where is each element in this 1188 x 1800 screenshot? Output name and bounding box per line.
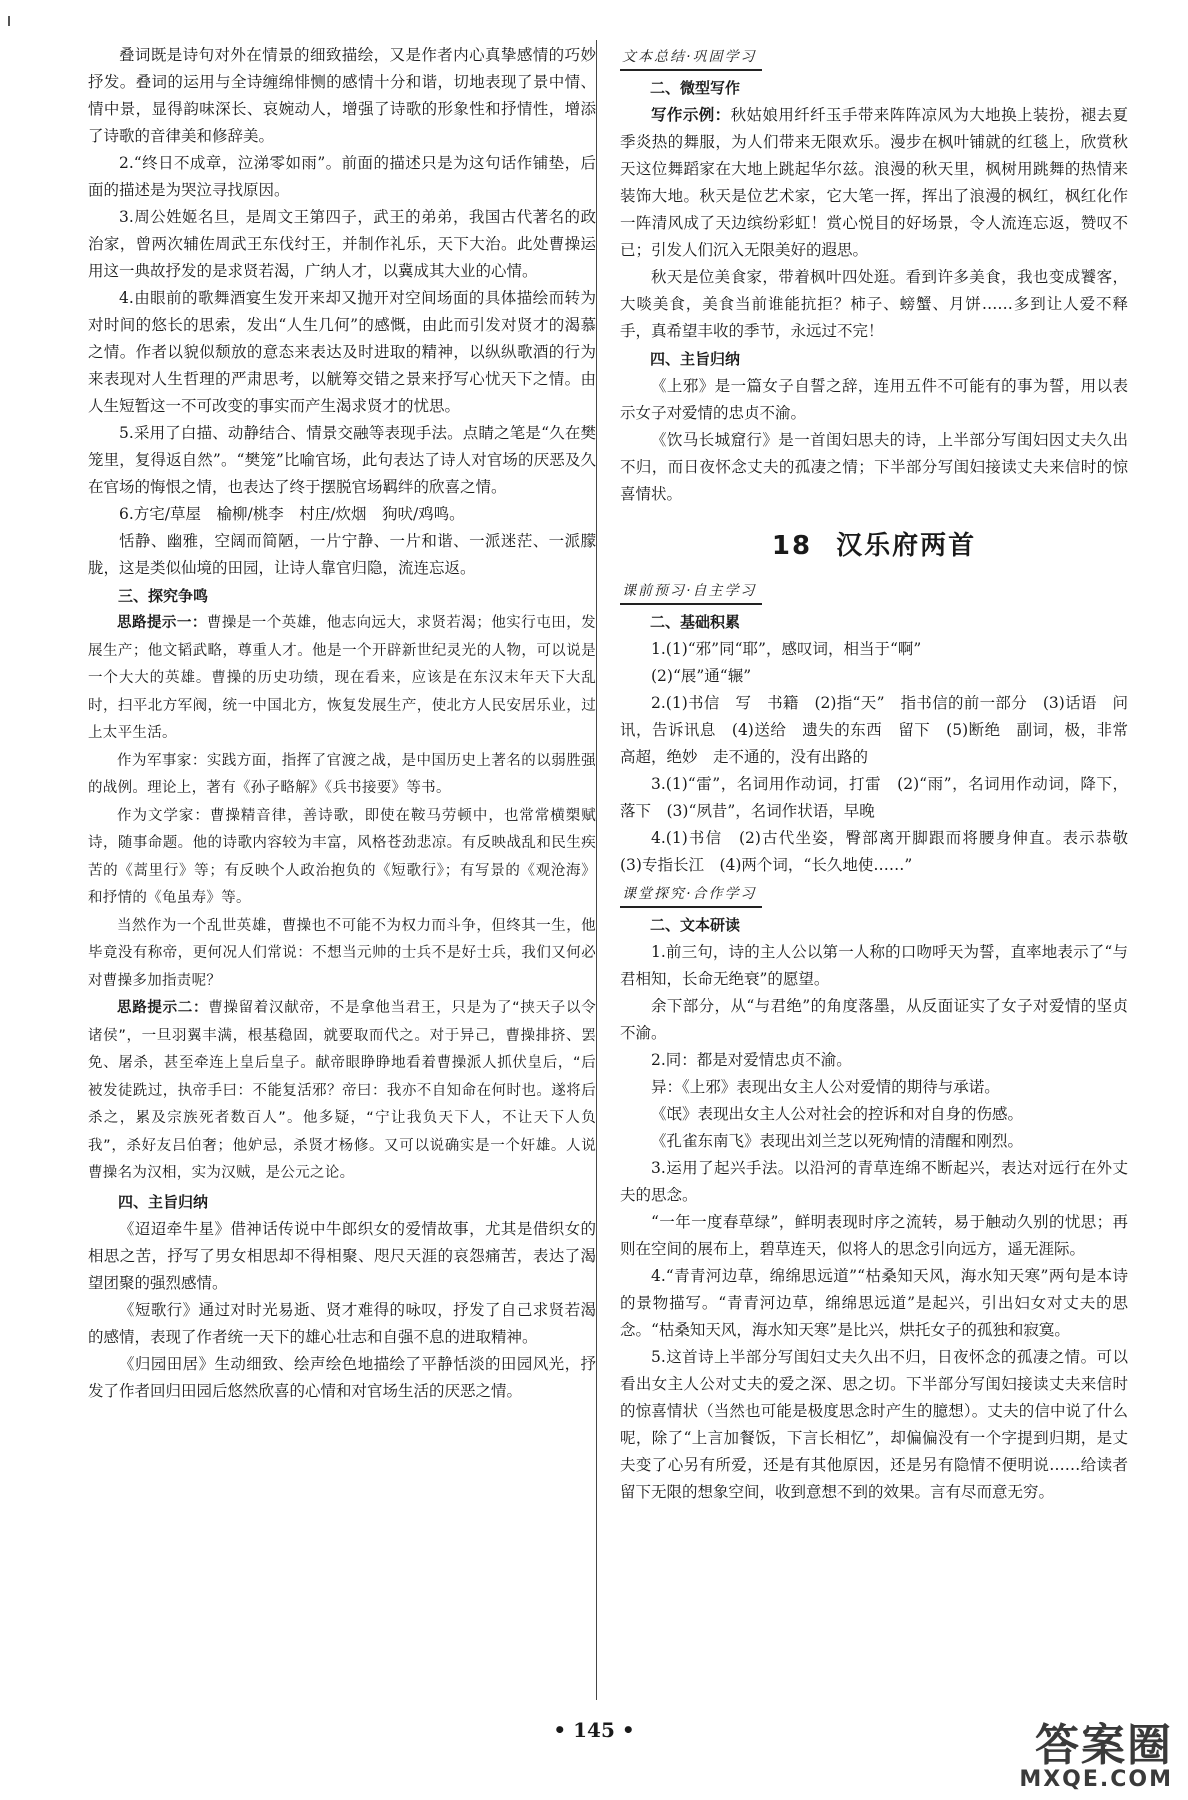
right-column bbox=[620, 42, 1144, 1506]
section-heading-writing: 二、微型写作 bbox=[650, 79, 741, 97]
watermark-url-text: MXQE.COM bbox=[1019, 1767, 1173, 1792]
column-divider bbox=[596, 40, 597, 1700]
theme-duangexing: 《短歌行》通过对时光易逝、贤才难得的咏叹，抒发了自己求贤若渴的感情，表现了作者统一天下的雄心壮志和自强不息的进取精神。 bbox=[88, 1300, 596, 1346]
thinking-hint-2-text: 曹操留着汉献帝，不是拿他当君王，只是为了“挟天子以令诸侯”，一旦羽翼丰满，根基稳固，就要取而代之。对于异己，曹操排挤、罢免、屠杀，甚至牵连上皇后皇子。献帝眼睁睁地看着曹操派人抓伏皇后，“后被发徒跣过，执帝手曰：不能复活邪？帝曰：我亦不自知命在何时也。遂将后杀之，累及宗族死者数百人”。他多疑，“宁让我负天下人，不让天下人负我”，杀好友吕伯奢；他妒忌，杀贤才杨修。又可以说确实是一个奸雄。人说曹操名为汉相，实为汉贼，是公元之论。 bbox=[88, 1000, 596, 1181]
chapter-name: 汉乐府两首 bbox=[836, 531, 977, 561]
section-heading-theme: 四、主旨归纳 bbox=[118, 1192, 209, 1211]
basics-4: 4.(1)书信 (2)古代坐姿，臀部离开脚跟而将腰身伸直。表示恭敬 (3)专指长江 (4)两个词，“长久地使……” bbox=[620, 829, 1144, 874]
reading-1b: 余下部分，从“与君绝”的角度落墨，从反面证实了女子对爱情的坚贞不渝。 bbox=[620, 997, 1128, 1042]
answer-2: 2.“终日不成章，泣涕零如雨”。前面的描述只是为这句话作铺垫，后面的描述是为哭泣寻找原因。 bbox=[88, 154, 596, 199]
theme-qiantiao: 《迢迢牵牛星》借神话传说中牛郎织女的爱情故事，尤其是借织女的相思之苦，抒写了男女相思却不得相聚、咫尺天涯的哀怨痛苦，表达了渴望团聚的强烈感情。 bbox=[88, 1219, 596, 1292]
reading-4: 4.“青青河边草，绵绵思远道”“枯桑知天风，海水知天寒”两句是本诗的景物描写。“青青河边草，绵绵思远道”是起兴，引出妇女对丈夫的思念。“枯桑知天风，海水知天寒”是比兴，烘托女子的孤独和寂寞。 bbox=[620, 1267, 1128, 1339]
thinking-hint-1-label: 思路提示一： bbox=[117, 615, 207, 631]
answer-5: 5.采用了白描、动静结合、情景交融等表现手法。点睛之笔是“久在樊笼里，复得返自然”。“樊笼”比喻官场，此句表达了诗人对官场的厌恶及久在官场的悔恨之情，也表达了终于摆脱官场羁绊的欣喜之情。 bbox=[88, 424, 596, 496]
basics-1b: (2)“展”通“辗” bbox=[651, 667, 752, 685]
reading-5: 5.这首诗上半部分写闺妇丈夫久出不归，日夜怀念的孤凄之情。可以看出女主人公对丈夫的爱之深、思之切。下半部分写闺妇接读丈夫来信时的惊喜情状（当然也可能是极度思念时产生的臆想）。丈夫的信中说了什么呢，除了“上言加餐饭，下言长相忆”，却偏偏没有一个字提到归期，是丈夫变了心另有所爱，还是有其他原因，还是另有隐情不便明说……给读者留下无限的想象空间，收到意想不到的效果。言有尽而意无穷。 bbox=[620, 1348, 1128, 1501]
thinking-hint-2-label: 思路提示二： bbox=[117, 1000, 209, 1016]
section-tag-preview: 课前预习·自主学习 bbox=[620, 580, 762, 605]
theme-shangye: 《上邪》是一篇女子自誓之辞，连用五件不可能有的事为誓，用以表示女子对爱情的忠贞不渝。 bbox=[620, 377, 1128, 422]
basics-1: 1.(1)“邪”同“耶”，感叹词，相当于“啊” bbox=[651, 640, 922, 658]
theme-guiyuantianju: 《归园田居》生动细致、绘声绘色地描绘了平静恬淡的田园风光，抒发了作者回归田园后悠然欣喜的心情和对官场生活的厌恶之情。 bbox=[88, 1354, 596, 1400]
section-tag-explore: 课堂探究·合作学习 bbox=[620, 883, 762, 908]
answer-3: 3.周公姓姬名旦，是周文王第四子，武王的弟弟，我国古代著名的政治家，曾两次辅佐周武王东伐纣王，并制作礼乐，天下大治。此处曹操运用这一典故抒发的是求贤若渴，广纳人才，以冀成其大业的心情。 bbox=[88, 208, 596, 280]
literature-paragraph: 作为文学家：曹操精音律，善诗歌，即使在鞍马劳顿中，也常常横槊赋诗，随事命题。他的诗歌内容较为丰富，风格苍劲悲凉。有反映战乱和民生疾苦的《蒿里行》等；有反映个人政治抱负的《短歌行》；有写景的《观沧海》和抒情的《龟虽寿》等。 bbox=[88, 807, 596, 906]
hero-conclusion-paragraph: 当然作为一个乱世英雄，曹操也不可能不为权力而斗争，但终其一生，他毕竟没有称帝，更何况人们常说：不想当元帅的士兵不是好士兵，我们又何必对曹操多加指责呢？ bbox=[88, 917, 596, 989]
thinking-hint-1 bbox=[88, 610, 596, 748]
watermark-main-text: 答案圈 bbox=[1035, 1720, 1173, 1771]
section-heading-theme-right: 四、主旨归纳 bbox=[650, 350, 741, 368]
writing-example-text: 秋姑娘用纤纤玉手带来阵阵凉风为大地换上装扮，褪去夏季炎热的舞服，为人们带来无限欢乐。漫步在枫叶铺就的红毯上，欣赏秋天这位舞蹈家在大地上跳起华尔兹。浪漫的秋天里，枫树用跳舞的热情来装饰大地。秋天是位艺术家，它大笔一挥，挥出了浪漫的枫红，枫红化作一阵清风成了天边缤纷彩虹！赏心悦目的好场景，令人流连忘返，赞叹不已；引发人们沉入无限美好的遐思。 bbox=[620, 106, 1128, 259]
answer-4: 4.由眼前的歌舞酒宴生发开来却又抛开对空间场面的具体描绘而转为对时间的悠长的思索，发出“人生几何”的感慨，由此而引发对贤才的渴慕之情。作者以貌似颓放的意态来表达及时进取的精神，以纵纵歌酒的行为来表现对人生哲理的严肃思考，以觥筹交错之景来抒写心忧天下之情。由人生短暂这一不可改变的事实而产生渴求贤才的忧思。 bbox=[88, 289, 596, 415]
section-heading-explore: 三、探究争鸣 bbox=[118, 587, 209, 605]
reading-3b: “一年一度春草绿”，鲜明表现时序之流转，易于触动久别的忧思；再则在空间的展布上，碧草连天，似将人的思念引向远方，遥无涯际。 bbox=[620, 1213, 1128, 1258]
thinking-hint-2 bbox=[88, 995, 596, 1188]
chapter-title bbox=[620, 526, 1128, 566]
writing-example-label: 写作示例： bbox=[651, 106, 731, 124]
reading-2b: 《氓》表现出女主人公对社会的控诉和对自身的伤感。 bbox=[651, 1105, 1024, 1123]
reading-1: 1.前三句，诗的主人公以第一人称的口吻呼天为誓，直率地表示了“与君相知，长命无绝衰”的愿望。 bbox=[620, 943, 1128, 988]
reading-3: 3.运用了起兴手法。以沿河的青草连绵不断起兴，表达对远行在外丈夫的思念。 bbox=[620, 1159, 1128, 1204]
paragraph-repetition-words: 叠词既是诗句对外在情景的细致描绘，又是作者内心真挚感情的巧妙抒发。叠词的运用与全诗缠绵悱恻的感情十分和谐，切地表现了景中情、情中景，显得韵味深长、哀婉动人，增强了诗歌的形象性和抒情性，增添了诗歌的音律美和修辞美。 bbox=[88, 46, 596, 145]
answer-6-description: 恬静、幽雅，空阔而简陋，一片宁静、一片和谐、一派迷茫、一派朦胧，这是类似仙境的田园，让诗人靠官归隐，流连忘返。 bbox=[88, 532, 596, 577]
site-watermark-logo bbox=[945, 1722, 1173, 1794]
basics-3: 3.(1)“雷”，名词用作动词，打雷 (2)“雨”，名词用作动词，降下，落下 (3)“夙昔”，名词作状语，早晚 bbox=[620, 775, 1128, 820]
chapter-number: 18 bbox=[771, 531, 813, 561]
scan-edge-mark bbox=[8, 16, 10, 26]
left-column bbox=[88, 42, 596, 1405]
reading-2c: 《孔雀东南飞》表现出刘兰芝以死殉情的清醒和刚烈。 bbox=[651, 1132, 1024, 1150]
reading-2: 2.同：都是对爱情忠贞不渝。 bbox=[651, 1051, 852, 1069]
writing-example bbox=[620, 102, 1128, 264]
section-heading-basics: 二、基础积累 bbox=[650, 613, 741, 631]
page-number: • 145 • bbox=[553, 1718, 635, 1742]
section-tag-summary: 文本总结·巩固学习 bbox=[620, 46, 762, 71]
military-paragraph: 作为军事家：实践方面，指挥了官渡之战，是中国历史上著名的以弱胜强的战例。理论上，著有《孙子略解》《兵书接要》等书。 bbox=[88, 752, 596, 796]
writing-example-2: 秋天是位美食家，带着枫叶四处逛。看到许多美食，我也变成饕客，大啖美食，美食当前谁能抗拒？柿子、螃蟹、月饼……多到让人爱不释手，真希望丰收的季节，永远过不完！ bbox=[620, 268, 1128, 340]
reading-2a: 异：《上邪》表现出女主人公对爱情的期待与承诺。 bbox=[651, 1078, 1000, 1096]
basics-2: 2.(1)书信 写 书籍 (2)指“天” 指书信的前一部分 (3)话语 问讯，告诉讯息 (4)送给 遗失的东西 留下 (5)断绝 副词，极，非常 高超，绝妙 走不通的，没有出路的 bbox=[620, 694, 1144, 766]
answer-6: 6.方宅/草屋 榆柳/桃李 村庄/炊烟 狗吠/鸡鸣。 bbox=[119, 505, 465, 523]
thinking-hint-1-text: 曹操是一个英雄，他志向远大，求贤若渴；他实行屯田，发展生产；他文韬武略，尊重人才。他是一个开辟新世纪灵光的人物，可以说是一个大大的英雄。曹操的历史功绩，现在看来，应该是在东汉末年天下大乱时，扫平北方军阀，统一中国北方，恢复发展生产，使北方人民安居乐业，过上太平生活。 bbox=[88, 615, 596, 741]
section-heading-reading: 二、文本研读 bbox=[650, 916, 741, 934]
theme-yinmachangchengku: 《饮马长城窟行》是一首闺妇思夫的诗，上半部分写闺妇因丈夫久出不归，而日夜怀念丈夫的孤凄之情；下半部分写闺妇接读丈夫来信时的惊喜情状。 bbox=[620, 431, 1128, 503]
